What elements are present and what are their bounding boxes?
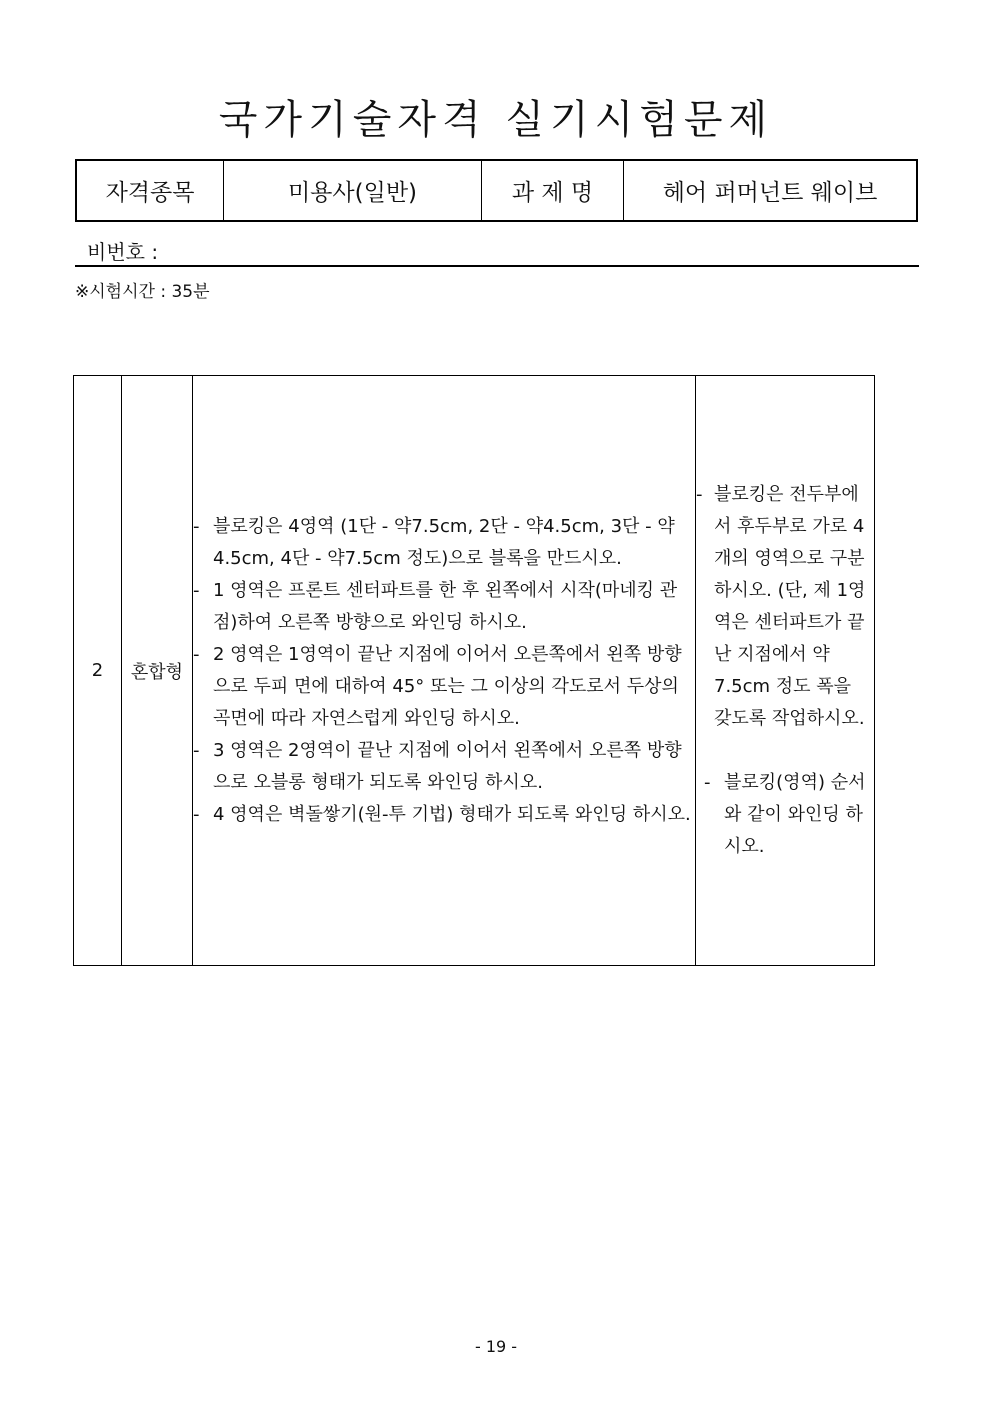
page-title: 국가기술자격 실기시험문제 <box>218 97 774 143</box>
task-name-value: 헤어 퍼머넌트 웨이브 <box>624 160 918 221</box>
exam-time: ※시험시간 : 35분 <box>75 282 210 302</box>
task-table <box>73 375 875 966</box>
row-number: 2 <box>74 376 122 966</box>
requirement-item: - 3 영역은 2영역이 끝난 지점에 이어서 왼쪽에서 오른쪽 방향으로 오블롱 형태가 되도록 와인딩 하시오. <box>193 739 682 793</box>
requirement-item: - 4 영역은 벽돌쌓기(원-투 기법) 형태가 되도록 와인딩 하시오. <box>193 803 691 825</box>
note-item: - 블로킹(영역) 순서와 같이 와인딩 하시오. <box>704 771 866 857</box>
row-type: 혼합형 <box>122 376 193 966</box>
page-number: - 19 - <box>474 1337 518 1356</box>
note-item: - 블로킹은 전두부에서 후두부로 가로 4개의 영역으로 구분하시오. (단, 제 1영역은 센터파트가 끝난 지점에서 약 7.5cm 정도 폭을 갖도록 작업하시오. <box>696 483 866 729</box>
requirements-cell <box>193 376 696 966</box>
label-task: 과 제 명 <box>482 160 624 221</box>
requirement-item: - 2 영역은 1영역이 끝난 지점에 이어서 오른쪽에서 왼쪽 방향으로 두피 면에 대하여 45° 또는 그 이상의 각도로서 두상의 곡면에 따라 자연스럽게 와인딩 하시오. <box>193 643 682 729</box>
label-category: 자격종목 <box>76 160 224 221</box>
requirement-item: - 1 영역은 프론트 센터파트를 한 후 왼쪽에서 시작(마네킹 관점)하여 오른쪽 방향으로 와인딩 하시오. <box>193 579 678 633</box>
requirement-item: - 블로킹은 4영역 (1단 - 약7.5cm, 2단 - 약4.5cm, 3단 - 약4.5cm, 4단 - 약7.5cm 정도)으로 블록을 만드시오. <box>193 515 675 569</box>
divider <box>75 265 919 267</box>
notes-cell <box>696 376 875 966</box>
info-table <box>75 159 918 222</box>
bibeon-label: 비번호 : <box>87 240 159 264</box>
category-value: 미용사(일반) <box>224 160 482 221</box>
